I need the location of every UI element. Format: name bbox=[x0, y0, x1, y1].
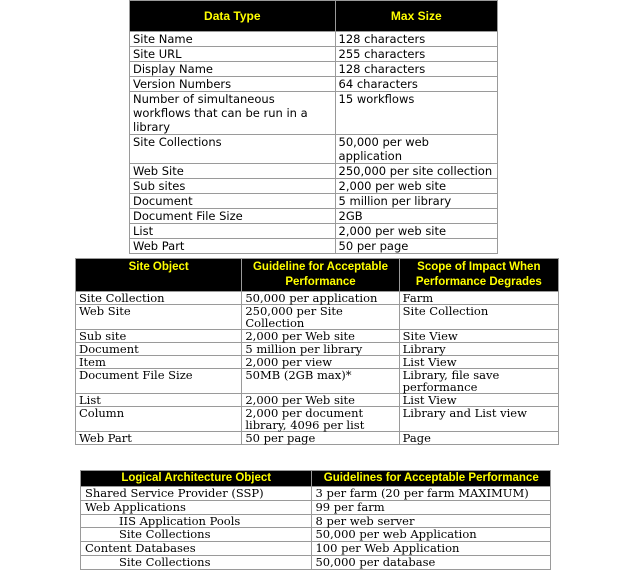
table-cell: 2,000 per view bbox=[242, 356, 399, 369]
table-cell: Column bbox=[76, 407, 242, 432]
table-cell: Web Part bbox=[130, 239, 336, 254]
table-row bbox=[76, 407, 559, 432]
table-cell: Document bbox=[130, 194, 336, 209]
table-row bbox=[81, 555, 551, 569]
table-header-row bbox=[130, 1, 498, 32]
table-cell: Site URL bbox=[130, 47, 336, 62]
table-row bbox=[81, 500, 551, 514]
table-row bbox=[130, 32, 498, 47]
table-row bbox=[130, 224, 498, 239]
table-cell: 3 per farm (20 per farm MAXIMUM) bbox=[312, 487, 551, 501]
table-row bbox=[76, 330, 559, 343]
logical-architecture-table bbox=[80, 470, 551, 570]
table-cell: Farm bbox=[399, 292, 558, 305]
table-row bbox=[81, 514, 551, 528]
table-row bbox=[76, 369, 559, 394]
table-cell: 50,000 per web Application bbox=[312, 528, 551, 542]
table-row bbox=[76, 432, 559, 445]
table-cell: Site Collection bbox=[76, 292, 242, 305]
table-cell: Item bbox=[76, 356, 242, 369]
column-header: Guideline for Acceptable Performance bbox=[242, 259, 399, 292]
table-cell: 2GB bbox=[335, 209, 497, 224]
table-cell: 50,000 per database bbox=[312, 555, 551, 569]
table-row bbox=[76, 343, 559, 356]
table-cell: Document File Size bbox=[130, 209, 336, 224]
table-cell: 50 per page bbox=[242, 432, 399, 445]
table-cell: Web Site bbox=[76, 305, 242, 330]
table-cell: Site Collections bbox=[81, 528, 312, 542]
table-cell: List View bbox=[399, 356, 558, 369]
table-cell: Page bbox=[399, 432, 558, 445]
table-cell: 50MB (2GB max)* bbox=[242, 369, 399, 394]
table-row bbox=[130, 135, 498, 164]
column-header: Max Size bbox=[335, 1, 497, 32]
table-cell: Web Site bbox=[130, 164, 336, 179]
table-row bbox=[130, 194, 498, 209]
column-header: Scope of Impact When Performance Degrades bbox=[399, 259, 558, 292]
table-row bbox=[81, 528, 551, 542]
table-row bbox=[130, 179, 498, 194]
table-cell: Site Collection bbox=[399, 305, 558, 330]
table-cell: 2,000 per document library, 4096 per list bbox=[242, 407, 399, 432]
table-row bbox=[130, 164, 498, 179]
table-row bbox=[130, 92, 498, 135]
table-cell: Web Applications bbox=[81, 500, 312, 514]
table-header-row bbox=[76, 259, 559, 292]
table-cell: Sub site bbox=[76, 330, 242, 343]
table-cell: Library, file save performance bbox=[399, 369, 558, 394]
table-cell: Library and List view bbox=[399, 407, 558, 432]
table-row bbox=[81, 487, 551, 501]
table-row bbox=[76, 394, 559, 407]
table-cell: 100 per Web Application bbox=[312, 542, 551, 556]
table-cell: 50,000 per web application bbox=[335, 135, 497, 164]
table-cell: 250,000 per Site Collection bbox=[242, 305, 399, 330]
site-object-guidelines-table bbox=[75, 258, 559, 445]
table-cell: Version Numbers bbox=[130, 77, 336, 92]
table-cell: 50,000 per application bbox=[242, 292, 399, 305]
table-cell: 128 characters bbox=[335, 62, 497, 77]
table-cell: Web Part bbox=[76, 432, 242, 445]
table-cell: 255 characters bbox=[335, 47, 497, 62]
table-cell: 250,000 per site collection bbox=[335, 164, 497, 179]
table-cell: Site View bbox=[399, 330, 558, 343]
table-cell: IIS Application Pools bbox=[81, 514, 312, 528]
table-cell: Library bbox=[399, 343, 558, 356]
column-header: Data Type bbox=[130, 1, 336, 32]
table-cell: 2,000 per Web site bbox=[242, 394, 399, 407]
table-cell: List View bbox=[399, 394, 558, 407]
table-cell: 5 million per library bbox=[242, 343, 399, 356]
data-type-max-size-table bbox=[129, 0, 498, 254]
table-cell: Site Name bbox=[130, 32, 336, 47]
table-cell: List bbox=[76, 394, 242, 407]
table-cell: Shared Service Provider (SSP) bbox=[81, 487, 312, 501]
column-header: Guidelines for Acceptable Performance bbox=[312, 471, 551, 487]
column-header: Site Object bbox=[76, 259, 242, 292]
table-cell: Site Collections bbox=[130, 135, 336, 164]
table-cell: 128 characters bbox=[335, 32, 497, 47]
table-cell: 15 workflows bbox=[335, 92, 497, 135]
table-row bbox=[130, 209, 498, 224]
table-row bbox=[130, 77, 498, 92]
table-cell: 99 per farm bbox=[312, 500, 551, 514]
table-cell: Site Collections bbox=[81, 555, 312, 569]
table-row bbox=[76, 356, 559, 369]
table-cell: Content Databases bbox=[81, 542, 312, 556]
table-cell: 2,000 per web site bbox=[335, 179, 497, 194]
table-cell: Display Name bbox=[130, 62, 336, 77]
table-cell: 8 per web server bbox=[312, 514, 551, 528]
table-cell: Document File Size bbox=[76, 369, 242, 394]
table-row bbox=[130, 47, 498, 62]
table-header-row bbox=[81, 471, 551, 487]
table-cell: Sub sites bbox=[130, 179, 336, 194]
table-cell: 2,000 per web site bbox=[335, 224, 497, 239]
table-cell: Number of simultaneous workflows that can be run in a library bbox=[130, 92, 336, 135]
table-row bbox=[76, 305, 559, 330]
table-cell: 64 characters bbox=[335, 77, 497, 92]
table-cell: 50 per page bbox=[335, 239, 497, 254]
table-cell: 5 million per library bbox=[335, 194, 497, 209]
table-cell: 2,000 per Web site bbox=[242, 330, 399, 343]
table-row bbox=[130, 239, 498, 254]
table-row bbox=[81, 542, 551, 556]
table-cell: List bbox=[130, 224, 336, 239]
table-cell: Document bbox=[76, 343, 242, 356]
column-header: Logical Architecture Object bbox=[81, 471, 312, 487]
table-row bbox=[76, 292, 559, 305]
table-row bbox=[130, 62, 498, 77]
